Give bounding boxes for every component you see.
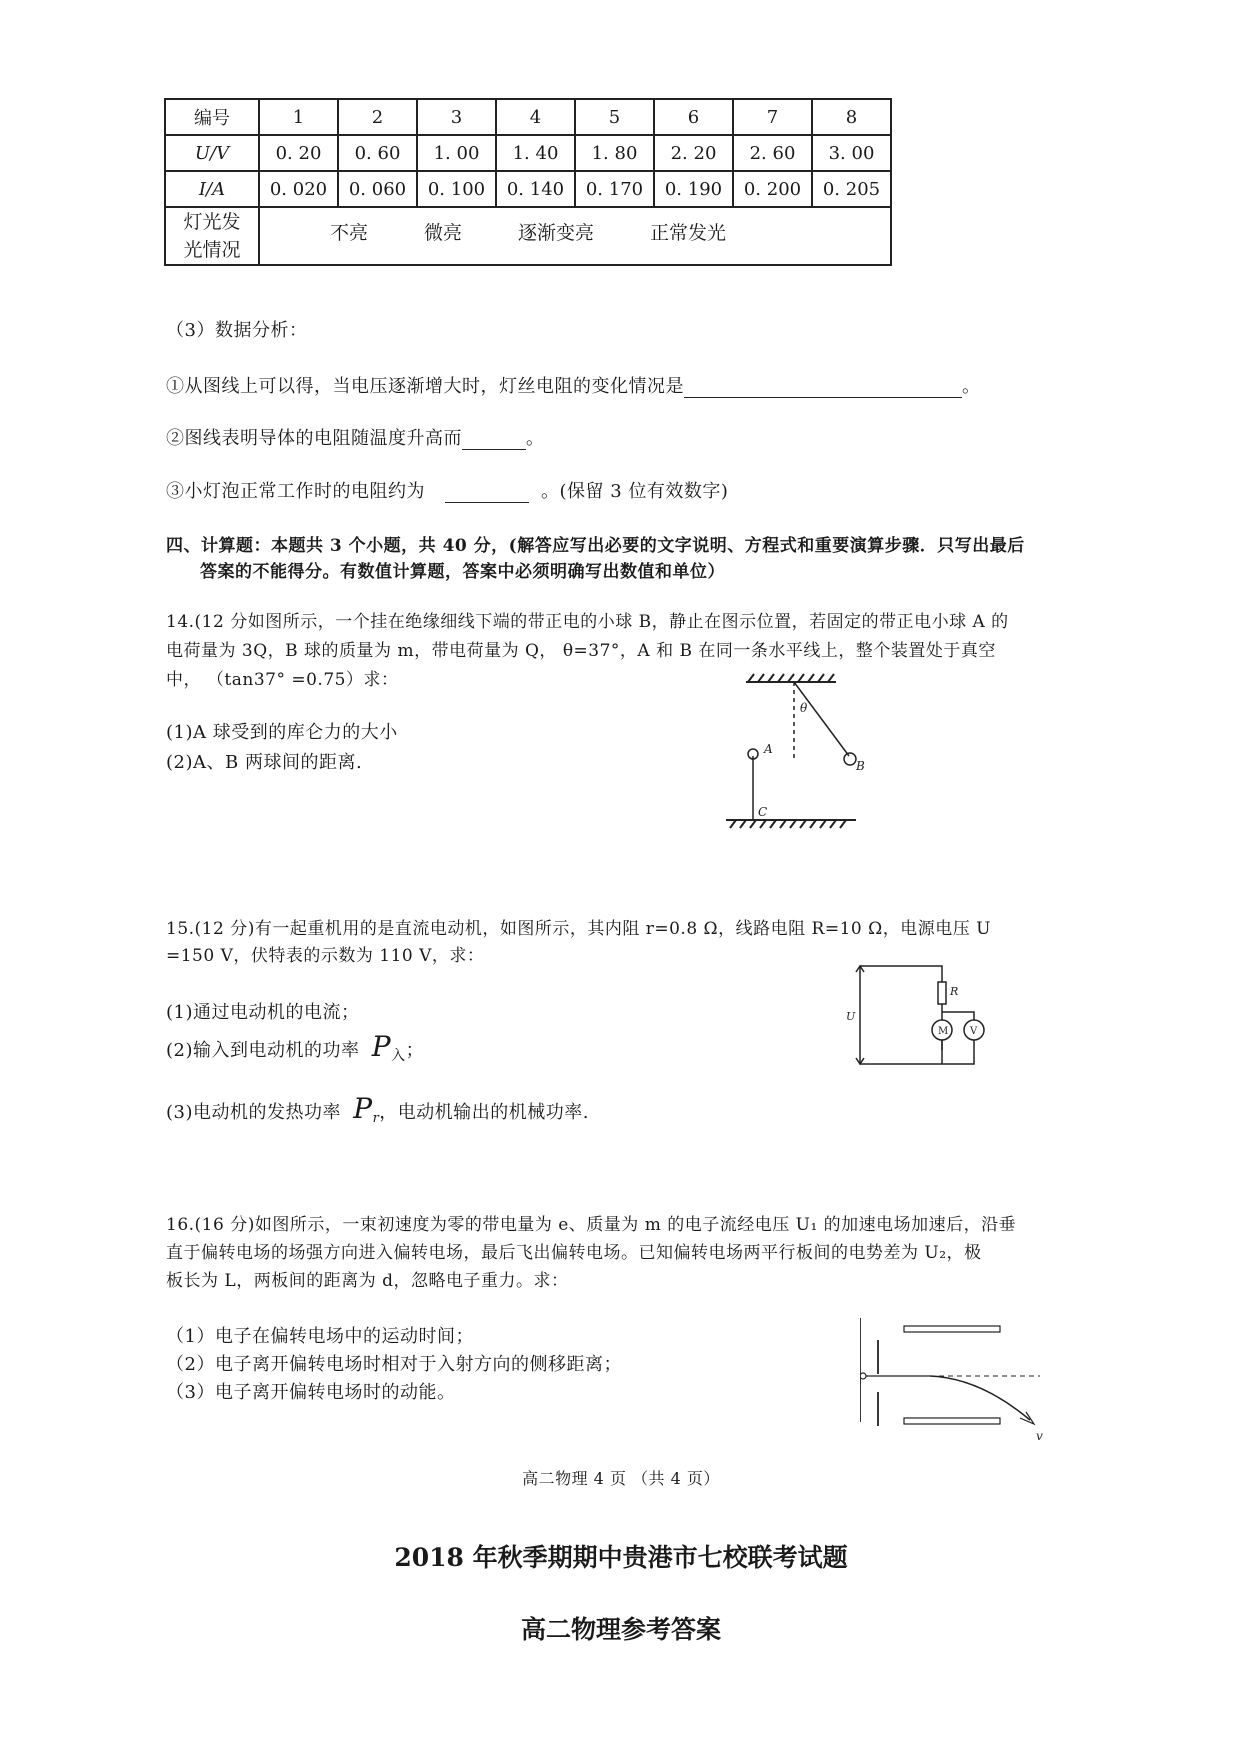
- analysis-q3: [166, 477, 728, 503]
- label-b: B: [856, 759, 865, 773]
- answer-blank[interactable]: [684, 397, 962, 398]
- analysis-q2-end: 。: [526, 428, 545, 449]
- analysis-q1-end: 。: [962, 376, 981, 397]
- label-a: A: [764, 742, 773, 756]
- power-symbol: P: [371, 1030, 392, 1063]
- analysis-q1-text: ①从图线上可以得，当电压逐渐增大时，灯丝电阻的变化情况是: [166, 376, 684, 397]
- current-label: I/A: [165, 171, 259, 207]
- q16-line2: 直于偏转电场的场强方向进入偏转电场，最后飞出偏转电场。已知偏转电场两平行板间的电势差为 U₂，极: [166, 1243, 982, 1263]
- table-cell: 0. 170: [575, 171, 654, 207]
- q14-sub1: (1)A 球受到的库仑力的大小: [166, 722, 398, 743]
- analysis-heading: （3）数据分析：: [166, 320, 308, 341]
- table-cell: 0. 100: [417, 171, 496, 207]
- q15-line1: 15.(12 分)有一起重机用的是直流电动机，如图所示，其内阻 r=0.8 Ω，线路电阻 R=10 Ω，电源电压 U: [166, 919, 991, 939]
- answer-subtitle: 高二物理参考答案: [520, 1615, 721, 1644]
- table-col: 5: [575, 99, 654, 135]
- q15-sub3-text: (3)电动机的发热功率: [166, 1102, 341, 1123]
- table-col: 4: [496, 99, 575, 135]
- q14-line2: 电荷量为 3Q，B 球的质量为 m，带电荷量为 Q， θ=37°，A 和 B 在同一条水平线上，整个装置处于真空: [166, 641, 996, 661]
- power-subscript: r: [372, 1111, 380, 1126]
- q16-sub3: （3）电子离开偏转电场时的动能。: [166, 1382, 456, 1403]
- power-subscript: 入: [391, 1048, 406, 1064]
- table-row-current: [165, 171, 891, 207]
- q15-sub2: [166, 1030, 424, 1065]
- label-v: v: [1036, 1429, 1043, 1443]
- answer-title: 2018 年秋季期期中贵港市七校联考试题: [394, 1543, 848, 1572]
- table-col: 7: [733, 99, 812, 135]
- table-cell: 0. 140: [496, 171, 575, 207]
- table-col: 1: [259, 99, 338, 135]
- light-state: 不亮: [330, 222, 369, 244]
- q16-line1: 16.(16 分)如图所示，一束初速度为零的带电量为 e、质量为 m 的电子流经电压 U₁ 的加速电场加速后，沿垂: [166, 1215, 1017, 1235]
- light-states-cell: [259, 207, 891, 265]
- table-cell: 2. 20: [654, 135, 733, 171]
- table-header-row: [165, 99, 891, 135]
- light-state: 微亮: [424, 222, 463, 244]
- section4-line1: 四、计算题：本题共 3 个小题，共 40 分，(解答应写出必要的文字说明、方程式和重要演算步骤．只写出最后: [166, 536, 1025, 556]
- q15-sub1: (1)通过电动机的电流；: [166, 1002, 360, 1023]
- label-c: C: [758, 805, 768, 819]
- q15-sub2-end: ；: [405, 1040, 425, 1061]
- q14-sub2: (2)A、B 两球间的距离.: [166, 752, 363, 773]
- answer-blank[interactable]: [462, 449, 526, 450]
- light-label: [165, 207, 259, 265]
- q15-sub3-end: ，电动机输出的机械功率.: [379, 1102, 590, 1123]
- q14-figure: [726, 668, 886, 832]
- table-cell: 0. 20: [259, 135, 338, 171]
- q15-line2: =150 V，伏特表的示数为 110 V，求：: [166, 946, 485, 966]
- table-cell: 1. 40: [496, 135, 575, 171]
- table-cell: 0. 200: [733, 171, 812, 207]
- light-label-line: 光情况: [183, 239, 241, 261]
- q15-sub3: [166, 1092, 589, 1126]
- table-col: 2: [338, 99, 417, 135]
- analysis-q1: [166, 372, 981, 398]
- table-col: 8: [812, 99, 891, 135]
- table-row-light: [165, 207, 891, 265]
- table-cell: 0. 020: [259, 171, 338, 207]
- q15-circuit-figure: [846, 958, 996, 1076]
- label-theta: θ: [800, 701, 808, 715]
- analysis-q2: [166, 424, 545, 450]
- light-state: 正常发光: [650, 222, 727, 244]
- table-col: 3: [417, 99, 496, 135]
- label-motor: M: [938, 1026, 949, 1037]
- table-cell: 2. 60: [733, 135, 812, 171]
- analysis-q2-text: ②图线表明导体的电阻随温度升高而: [166, 428, 462, 449]
- power-symbol: P: [353, 1092, 373, 1125]
- table-cell: 0. 205: [812, 171, 891, 207]
- page-footer: 高二物理 4 页 （共 4 页）: [522, 1469, 720, 1488]
- q16-sub1: （1）电子在偏转电场中的运动时间；: [166, 1326, 474, 1347]
- table-cell: 0. 060: [338, 171, 417, 207]
- table-row-voltage: [165, 135, 891, 171]
- voltage-label: U/V: [165, 135, 259, 171]
- table-cell: 0. 190: [654, 171, 733, 207]
- answer-blank[interactable]: [445, 502, 529, 503]
- table-header-label: 编号: [165, 99, 259, 135]
- light-label-line: 灯光发: [183, 211, 241, 233]
- q16-deflection-figure: [860, 1316, 1060, 1446]
- light-state: 逐渐变亮: [518, 222, 595, 244]
- q15-sub2-text: (2)输入到电动机的功率: [166, 1040, 360, 1061]
- q16-line3: 板长为 L，两板间的距离为 d，忽略电子重力。求：: [166, 1271, 569, 1291]
- q14-line1: 14.(12 分如图所示，一个挂在绝缘细线下端的带正电的小球 B，静止在图示位置，若固定的带正电小球 A 的: [166, 612, 1009, 632]
- section4-line2: 答案的不能得分。有数值计算题，答案中必须明确写出数值和单位）: [200, 562, 725, 582]
- table-cell: 3. 00: [812, 135, 891, 171]
- label-u: U: [846, 1010, 856, 1023]
- analysis-q3-end: 。(保留 3 位有效数字): [541, 481, 729, 502]
- measurement-table: [164, 98, 892, 266]
- table-col: 6: [654, 99, 733, 135]
- table-cell: 1. 00: [417, 135, 496, 171]
- q16-sub2: （2）电子离开偏转电场时相对于入射方向的侧移距离；: [166, 1354, 622, 1375]
- table-cell: 1. 80: [575, 135, 654, 171]
- analysis-q3-text: ③小灯泡正常工作时的电阻约为: [166, 481, 425, 502]
- label-voltmeter: V: [970, 1026, 978, 1037]
- q14-line3: 中， （tan37° =0.75）求：: [166, 670, 399, 690]
- label-r: R: [950, 985, 959, 998]
- table-cell: 0. 60: [338, 135, 417, 171]
